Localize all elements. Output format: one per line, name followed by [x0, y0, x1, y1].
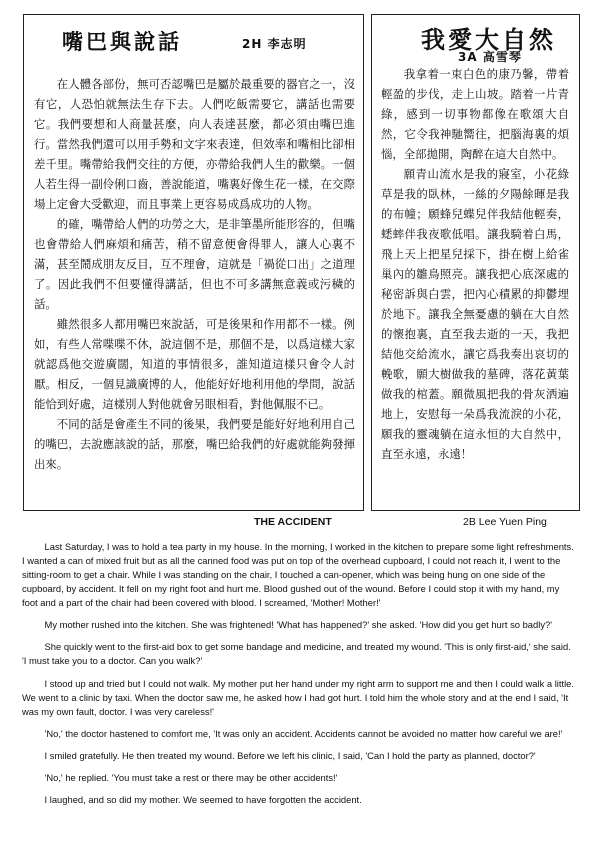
english-paragraph-5: 'No,' the doctor hastened to comfort me, 'It was only an accident. Accidents cannot be avoided no matter how careful we are!'	[44, 727, 563, 739]
right-paragraph-2: 願青山流水是我的寢室，小花綠草是我的臥林，一絲的夕陽餘暉是我的布幢；願蜂兒蝶兒伴我結他輕奏，蟋蟀伴我夜歌低唱。讓我騎着白馬，飛上天上把星兒採下，掛在樹上給雀巢內的雛鳥照亮。讓我把心底深處的秘密訴與白雲，把內心積累的抑鬱埋於地下。讓我全無憂慮的躺在大自然的懷抱裏，直至我去逝的一天，我把結他交給流水，讓它爲我奏出哀切的輓歌，願大樹做我的墓碑，落花黃葉做我的棺蓋。願微風把我的骨灰洒遍地上，安慰每一朵爲我流淚的小花，願我的靈魂躺在這永恒的大自然中，直至永遠，永遠！	[381, 167, 569, 461]
right-article-byline: 3A 高雪琴	[458, 50, 522, 64]
english-paragraph-2: My mother rushed into the kitchen. She was frightened! 'What has happened?' she asked. 'How did you get hurt so badly?'	[44, 619, 553, 631]
english-paragraph-6: I smiled gratefully. He then treated my wound. Before we left his clinic, I said, 'Can I hold the party as planned, doctor?'	[44, 749, 536, 761]
left-article-title: 嘴巴與說話	[62, 30, 182, 54]
english-article-title: THE ACCIDENT	[254, 516, 332, 528]
right-article-body	[381, 64, 569, 464]
english-paragraph-8: I laughed, and so did my mother. We seemed to have forgotten the accident.	[44, 794, 362, 806]
left-paragraph-4: 不同的話是會產生不同的後果，我們要是能好好地利用自己的嘴巴，去說應該說的話，那麼，嘴巴給我們的好處就能夠發揮出來。	[34, 417, 355, 471]
english-paragraph-7: 'No,' he replied. 'You must take a rest or there may be other accidents!'	[44, 772, 338, 784]
english-paragraph-3: She quickly went to the first-aid box to get some bandage and medicine, and treated my wound. 'This is only first-aid,' she said. 'I must take you to a doctor. Can you walk?'	[22, 641, 571, 667]
left-article-body	[34, 74, 355, 474]
left-paragraph-2: 的確，嘴帶給人們的功勞之大，是非筆墨所能形容的，但嘴也會帶給人們麻煩和痛苦，稍不留意便會得罪人，讓人心裏不滿，甚至鬧成朋友反目，互不理會，這就是「禍從口出」之道理了。因此我們不但要懂得講話，但也不可多講無意義或污穢的話。	[34, 217, 355, 311]
left-paragraph-1: 在人體各部份，無可否認嘴巴是屬於最重要的器官之一，沒有它，人恐怕就無法生存下去。人們吃飯需要它，講話也需要它。我們要想和人商量甚麼，向人表達甚麼，都必須由嘴巴進行。當然我們還可以用手勢和文字來表達，但效率和嘴相比卻相差千里。嘴帶給我們交往的方便，亦帶給我們人生的歡樂。一個人若生得一副伶俐口齒，善說能道，嘴裏好像生花一樣，在交際場上定會大受歡迎，而且事業上更容易成爲成功的人物。	[34, 77, 355, 211]
english-article-body	[22, 540, 577, 816]
english-paragraph-1: Last Saturday, I was to hold a tea party in my house. In the morning, I worked in the kitchen to prepare some light refreshments. I wanted a can of mixed fruit but as all the canned food was put on top of the overhead cupboard, I could not reach it, I went to the sitting-room to get a chair. While I was standing on the chair, I touched a can-opener, which was being hung on one side of the cupboard, by accident. It fell on my right foot and hurt me. Blood gushed out of the wound. Before I could stop it with my hand, my foot and a part of the chair had been covered with blood. I screamed, 'Mother! Mother!'	[22, 541, 574, 608]
right-article-title: 我愛大自然	[421, 26, 556, 54]
english-article-byline: 2B Lee Yuen Ping	[463, 516, 547, 528]
left-paragraph-3: 雖然很多人都用嘴巴來說話，可是後果和作用都不一樣。例如，有些人常喋喋不休，說這個不是，那個不是，以爲這樣大家就認爲他交遊廣闊，知道的事情很多，誰知道這樣只會令人討厭。相反，一個見識廣博的人，他能好好地利用他的學問，說話能恰到好處，這樣別人對他就會另眼相看，對他佩服不已。	[34, 317, 355, 411]
left-article-byline: 2H 李志明	[242, 37, 307, 51]
right-paragraph-1: 我拿着一束白色的康乃馨，帶着輕盈的步伐，走上山坡。踏着一片青綠，感到一切事物都像在歌頌大自然，它令我神馳嚮往，把腦海裏的煩惱，全部拋開，陶醉在這大自然中。	[381, 67, 569, 161]
english-paragraph-4: I stood up and tried but I could not walk. My mother put her hand under my right arm to support me and then I could walk a little. We went to a clinic by taxi. When the doctor saw me, he asked how I had got hurt. I told him the whole story and at the end I said, 'It was my own fault, doctor. I was very careless!'	[22, 677, 574, 717]
